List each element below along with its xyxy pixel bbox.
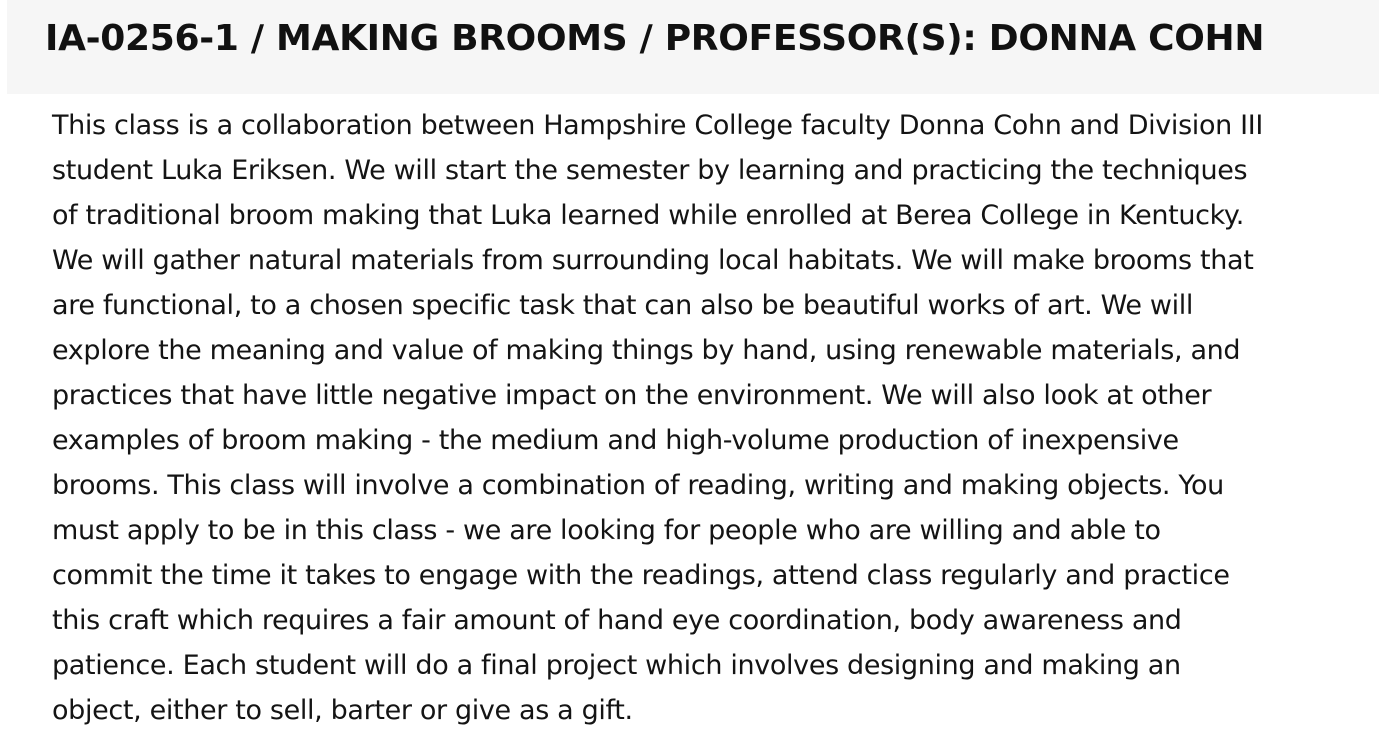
- description-line: explore the meaning and value of making things by hand, using renewable materials, and: [52, 335, 1241, 366]
- description-line: of traditional broom making that Luka learned while enrolled at Berea College in Kentucky.: [52, 200, 1244, 231]
- description-line: examples of broom making - the medium and high-volume production of inexpensive: [52, 425, 1179, 456]
- description-line: student Luka Eriksen. We will start the semester by learning and practicing the techniques: [52, 155, 1248, 186]
- description-line: practices that have little negative impact on the environment. We will also look at other: [52, 380, 1212, 411]
- description-line: object, either to sell, barter or give as a gift.: [52, 695, 633, 726]
- course-title: IA-0256-1 / MAKING BROOMS / PROFESSOR(S): DONNA COHN: [45, 18, 1265, 59]
- description-line: This class is a collaboration between Hampshire College faculty Donna Cohn and Division III: [52, 110, 1263, 141]
- course-description: [52, 103, 1352, 733]
- description-line: are functional, to a chosen specific task that can also be beautiful works of art. We will: [52, 290, 1194, 321]
- description-line: commit the time it takes to engage with the readings, attend class regularly and practice: [52, 560, 1230, 591]
- description-line: We will gather natural materials from surrounding local habitats. We will make brooms that: [52, 245, 1254, 276]
- description-line: this craft which requires a fair amount of hand eye coordination, body awareness and: [52, 605, 1182, 636]
- course-header: [7, 0, 1379, 94]
- description-line: brooms. This class will involve a combination of reading, writing and making objects. You: [52, 470, 1224, 501]
- description-line: must apply to be in this class - we are looking for people who are willing and able to: [52, 515, 1161, 546]
- description-line: patience. Each student will do a final project which involves designing and making an: [52, 650, 1181, 681]
